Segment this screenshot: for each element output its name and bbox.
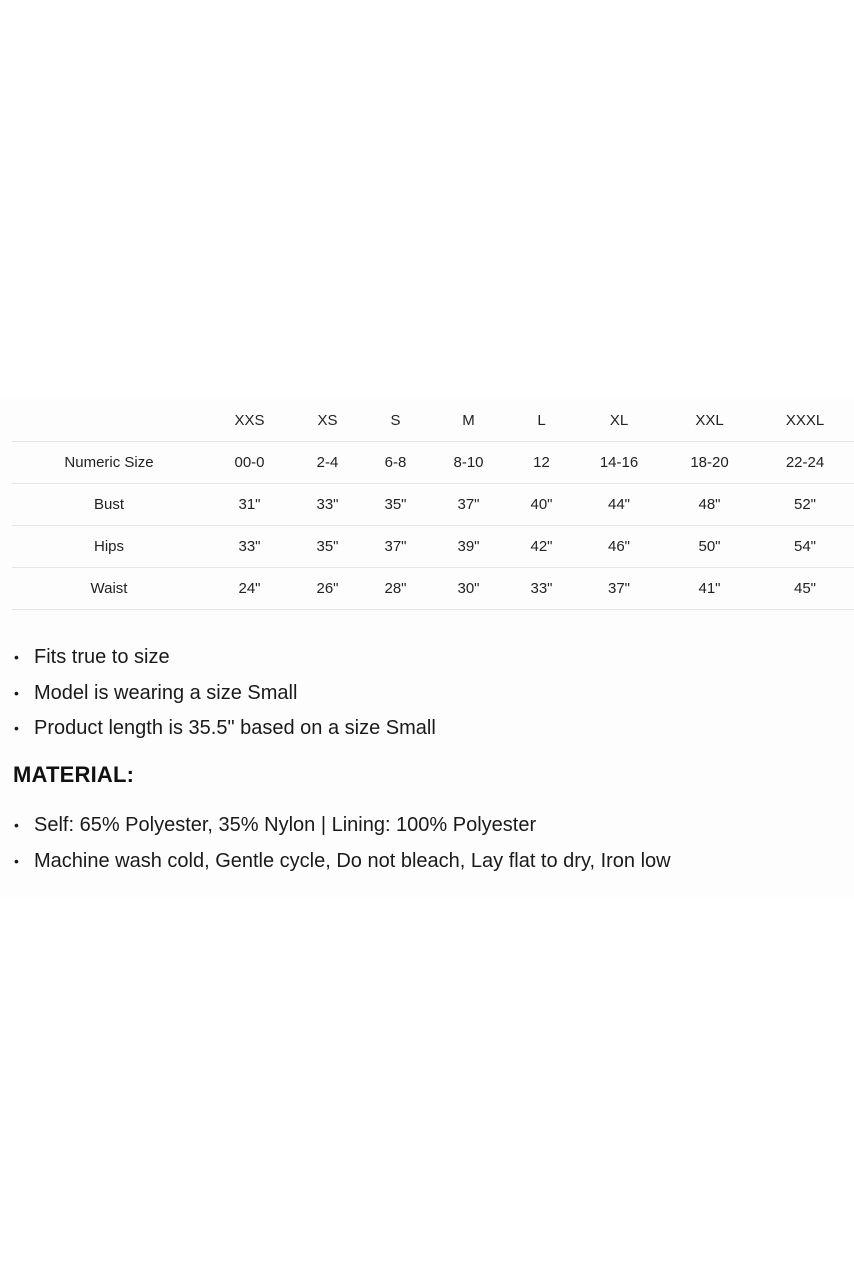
table-cell: 44" (575, 484, 663, 526)
table-cell: 37" (429, 484, 508, 526)
table-cell: 50" (663, 526, 756, 568)
table-cell: 37" (575, 568, 663, 610)
table-cell: 24" (206, 568, 293, 610)
row-label-bust: Bust (12, 484, 206, 526)
table-cell: 28" (362, 568, 429, 610)
fit-note-text: Model is wearing a size Small (34, 681, 298, 704)
table-cell: 2-4 (293, 442, 362, 484)
header-cell-xl: XL (575, 400, 663, 442)
header-cell-xxl: XXL (663, 400, 756, 442)
table-row (12, 568, 854, 610)
header-cell-empty (12, 400, 206, 442)
material-heading: MATERIAL: (13, 762, 135, 787)
bullet-icon: • (14, 649, 19, 665)
header-cell-xs: XS (293, 400, 362, 442)
bullet-icon: • (14, 684, 19, 701)
header-cell-s: S (362, 400, 429, 442)
fit-note-text: Fits true to size (34, 646, 170, 668)
size-chart-header-row (12, 400, 854, 442)
table-cell: 12 (508, 442, 575, 484)
list-item (0, 676, 436, 712)
material-item-text: Self: 65% Polyester, 35% Nylon | Lining: 100% Polyester (34, 814, 537, 836)
table-cell: 45" (756, 568, 854, 610)
header-cell-xxs: XXS (206, 400, 293, 442)
table-row (12, 442, 854, 484)
table-cell: 54" (756, 526, 854, 568)
fit-notes-list (0, 640, 436, 747)
list-item (0, 844, 671, 880)
table-cell: 26" (293, 568, 362, 610)
header-cell-xxxl: XXXL (756, 400, 854, 442)
table-cell: 00-0 (206, 442, 293, 484)
table-cell: 18-20 (663, 442, 756, 484)
table-cell: 39" (429, 526, 508, 568)
table-cell: 52" (756, 484, 854, 526)
table-cell: 48" (663, 484, 756, 526)
table-cell: 42" (508, 526, 575, 568)
table-row (12, 484, 854, 526)
table-cell: 22-24 (756, 442, 854, 484)
row-label-hips: Hips (12, 526, 206, 568)
header-cell-l: L (508, 400, 575, 442)
table-cell: 6-8 (362, 442, 429, 484)
row-label-waist: Waist (12, 568, 206, 610)
table-cell: 8-10 (429, 442, 508, 484)
size-chart-table (12, 400, 854, 610)
list-item (0, 640, 436, 676)
table-cell: 46" (575, 526, 663, 568)
table-cell: 37" (362, 526, 429, 568)
table-cell: 31" (206, 484, 293, 526)
list-item (0, 711, 436, 747)
table-cell: 33" (293, 484, 362, 526)
material-item-text: Machine wash cold, Gentle cycle, Do not bleach, Lay flat to dry, Iron low (34, 849, 671, 872)
bullet-icon: • (14, 852, 19, 869)
table-row (12, 526, 854, 568)
table-cell: 35" (293, 526, 362, 568)
table-cell: 14-16 (575, 442, 663, 484)
row-label-numeric-size: Numeric Size (12, 442, 206, 484)
header-cell-m: M (429, 400, 508, 442)
material-list (0, 808, 671, 879)
fit-note-text: Product length is 35.5" based on a size Small (34, 717, 436, 739)
table-cell: 40" (508, 484, 575, 526)
bullet-icon: • (14, 817, 19, 833)
table-cell: 30" (429, 568, 508, 610)
bullet-icon: • (14, 720, 19, 736)
table-cell: 41" (663, 568, 756, 610)
table-cell: 35" (362, 484, 429, 526)
table-cell: 33" (206, 526, 293, 568)
table-cell: 33" (508, 568, 575, 610)
list-item (0, 808, 671, 844)
